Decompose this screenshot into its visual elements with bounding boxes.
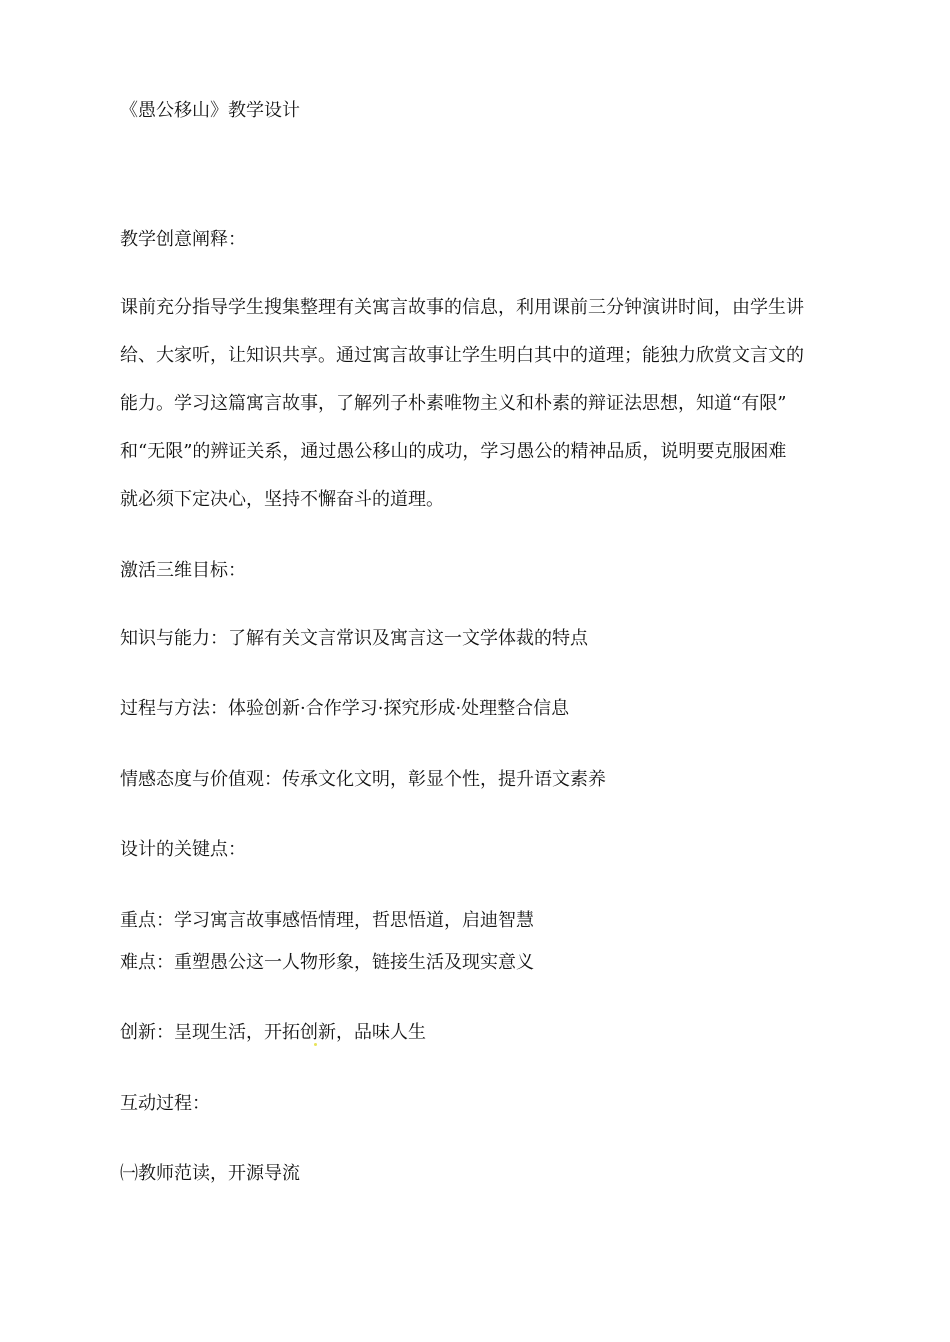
goal-knowledge: 知识与能力：了解有关文言常识及寓言这一文学体裁的特点 — [120, 628, 588, 649]
creative-line-4: 和“无限”的辨证关系，通过愚公移山的成功，学习愚公的精神品质，说明要克服困难 — [120, 441, 787, 462]
creative-heading: 教学创意阐释： — [120, 229, 246, 250]
step-one: ㈠教师范读，开源导流 — [120, 1163, 300, 1184]
creative-line-5: 就必须下定决心，坚持不懈奋斗的道理。 — [120, 489, 444, 510]
goals-heading: 激活三维目标： — [120, 560, 246, 581]
interaction-heading: 互动过程： — [120, 1093, 210, 1114]
key-focus: 重点：学习寓言故事感悟情理，哲思悟道，启迪智慧 — [120, 910, 534, 931]
goal-process: 过程与方法：体验创新·合作学习·探究形成·处理整合信息 — [120, 698, 570, 719]
key-difficulty: 难点：重塑愚公这一人物形象，链接生活及现实意义 — [120, 952, 534, 973]
speck-mark — [314, 1043, 317, 1046]
key-heading: 设计的关键点： — [120, 839, 246, 860]
innovation-line: 创新：呈现生活，开拓创新，品味人生 — [120, 1022, 426, 1043]
creative-paragraph — [120, 296, 860, 536]
creative-line-1: 课前充分指导学生搜集整理有关寓言故事的信息，利用课前三分钟演讲时间，由学生讲 — [120, 297, 804, 318]
document-title: 《愚公移山》教学设计 — [120, 100, 300, 121]
goal-emotion: 情感态度与价值观：传承文化文明，彰显个性，提升语文素养 — [120, 769, 606, 790]
creative-line-3: 能力。学习这篇寓言故事，了解列子朴素唯物主义和朴素的辩证法思想，知道“有限” — [120, 393, 787, 414]
creative-line-2: 给、大家听，让知识共享。通过寓言故事让学生明白其中的道理；能独力欣赏文言文的 — [120, 345, 804, 366]
